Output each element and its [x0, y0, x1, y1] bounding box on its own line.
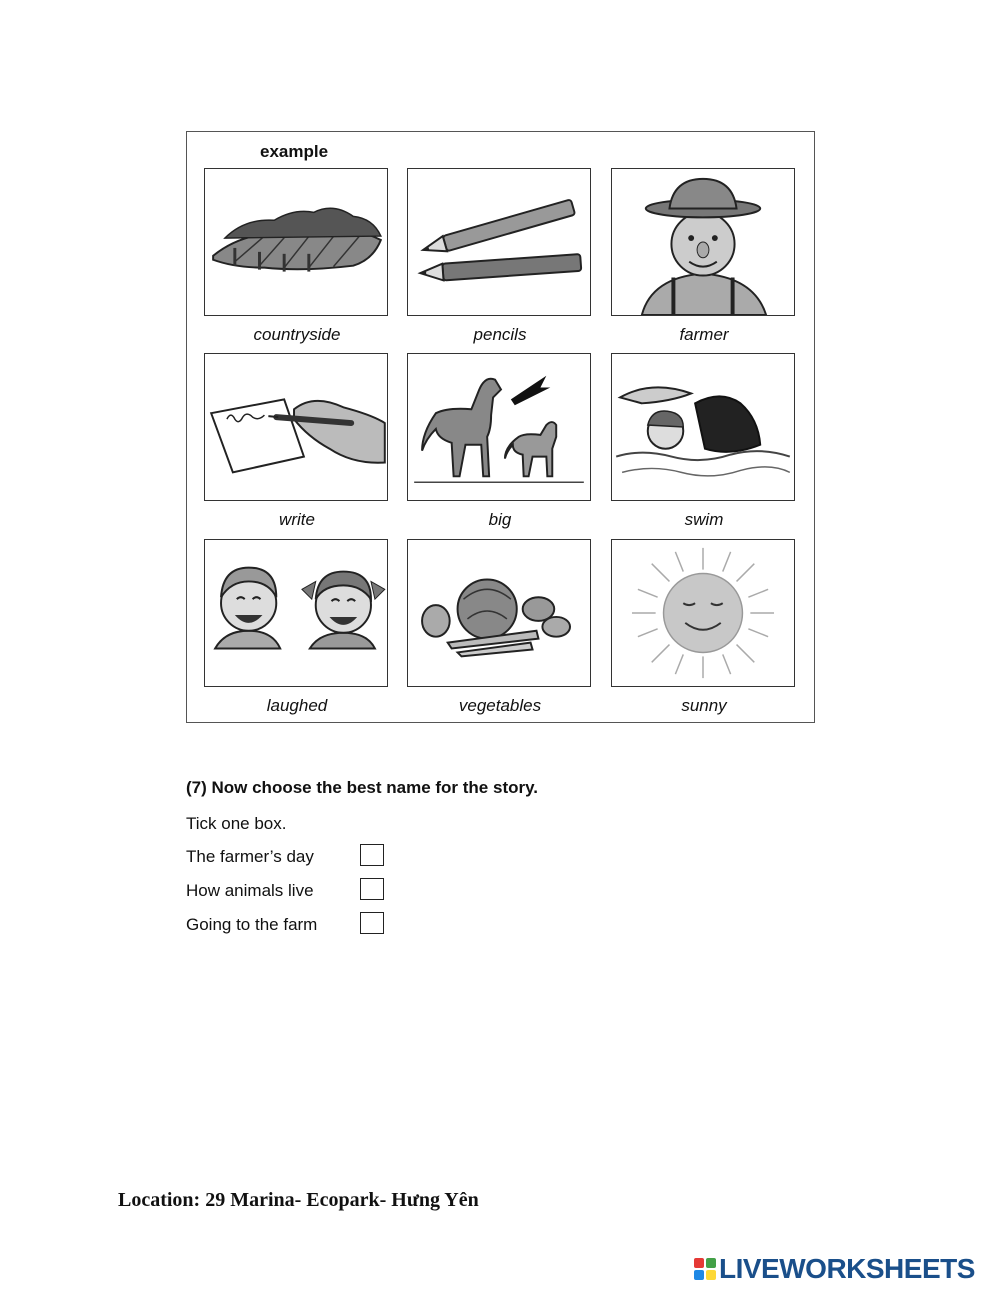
countryside-icon	[205, 169, 387, 315]
card-word: big	[488, 510, 512, 529]
card-pencils	[407, 168, 593, 345]
brand-text: LIVEWORKSHEETS	[719, 1253, 975, 1284]
sun-icon	[612, 540, 794, 686]
card-word: sunny	[681, 696, 727, 715]
card-vegetables	[407, 539, 593, 716]
laughing-children-icon	[205, 540, 387, 686]
farmer-icon	[612, 169, 794, 315]
card-word: vegetables	[458, 696, 542, 715]
card-word: farmer	[679, 325, 729, 344]
option-label: How animals live	[186, 881, 314, 900]
card-farmer	[611, 168, 797, 345]
liveworksheets-brand	[694, 1253, 975, 1285]
vegetables-icon	[408, 540, 590, 686]
horses-icon	[408, 354, 590, 500]
writing-hand-icon	[205, 354, 387, 500]
card-word: laughed	[266, 696, 328, 715]
card-swim	[611, 353, 797, 530]
card-word: write	[279, 510, 315, 529]
question-instruction: Tick one box.	[186, 814, 287, 833]
option-checkbox-farmers-day[interactable]	[360, 844, 384, 866]
card-word: countryside	[253, 325, 341, 344]
swimmer-icon	[612, 354, 794, 500]
option-label: Going to the farm	[186, 915, 318, 934]
option-checkbox-how-animals-live[interactable]	[360, 878, 384, 900]
card-word: swim	[684, 510, 724, 529]
option-checkbox-going-to-the-farm[interactable]	[360, 912, 384, 934]
location-text: Location: 29 Marina- Ecopark- Hưng Yên	[118, 1189, 479, 1211]
card-big	[407, 353, 593, 530]
card-sunny	[611, 539, 797, 716]
card-write	[204, 353, 390, 530]
card-countryside	[204, 168, 390, 345]
card-laughed	[204, 539, 390, 716]
option-label: The farmer’s day	[186, 847, 314, 866]
liveworksheets-logo-icon	[694, 1258, 716, 1280]
question-title: (7) Now choose the best name for the story.	[186, 778, 539, 797]
example-label: example	[260, 142, 329, 161]
pencils-icon	[408, 169, 590, 315]
card-word: pencils	[473, 325, 527, 344]
